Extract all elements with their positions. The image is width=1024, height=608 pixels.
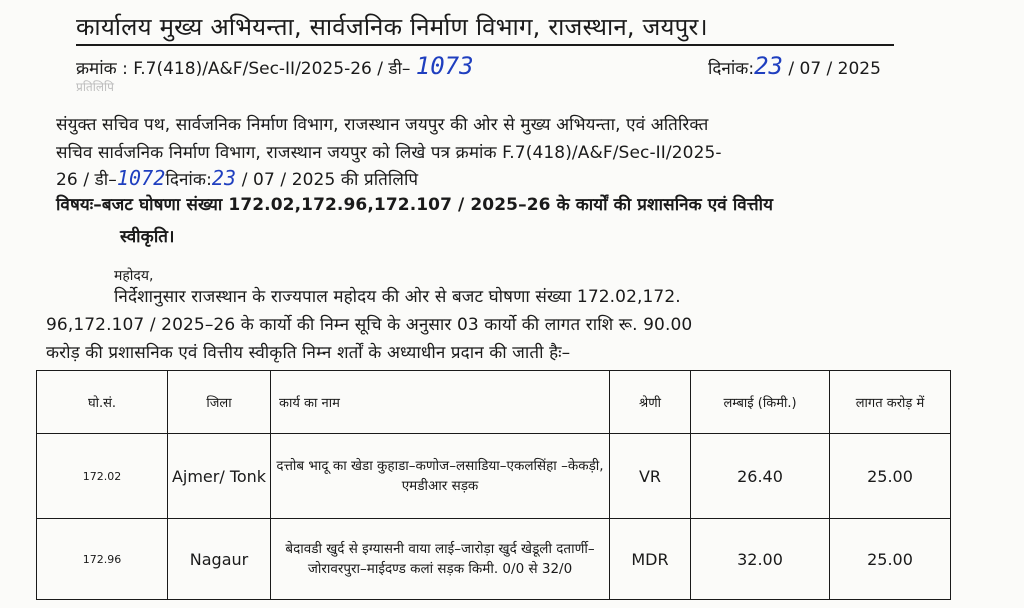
- reference-number: [76, 52, 474, 80]
- title-underline: [76, 44, 894, 46]
- body-line-2: 96,172.107 / 2025–26 के कार्यो की निम्न सूचि के अनुसार 03 कार्यो की लागत राशि रू. 90.00: [46, 315, 693, 335]
- cell-work-name: दत्तोब भादू का खेडा कुहाडा–कणोज–लसाडिया–एकलसिंहा –केकड़ी, एमडीआर सड़क: [271, 434, 610, 519]
- table-row: [37, 519, 951, 600]
- table-header-row: [37, 371, 951, 434]
- cell-cost: 25.00: [830, 519, 951, 600]
- body-line-3: करोड़ की प्रशासनिक एवं वित्तीय स्वीकृति निम्न शर्तों के अध्याधीन प्रदान की जाती हैः–: [46, 343, 571, 363]
- header-cost: लागत करोड़ में: [830, 371, 951, 434]
- header-district: जिला: [168, 371, 271, 434]
- date-month-year: / 07 / 2025: [788, 59, 881, 79]
- cell-category: MDR: [610, 519, 691, 600]
- copy-note-date-label: दिनांक:: [165, 170, 212, 190]
- cell-district: Nagaur: [168, 519, 271, 600]
- subject-line-2: स्वीकृति।: [120, 227, 175, 247]
- date-label: दिनांक:: [708, 59, 755, 79]
- letter-date: [708, 52, 881, 80]
- cell-work-name: बेदावडी खुर्द से इग्यासनी वाया लाई–जारोड़ा खुर्द खेडूली दतार्णी–जोरावरपुरा–माईदण्ड कलां सड़क किमी. 0/0 से 32/0: [271, 519, 610, 600]
- header-work-name: कार्य का नाम: [271, 371, 610, 434]
- cell-district: Ajmer/ Tonk: [168, 434, 271, 519]
- copy-note-prefix: 26 / डी–: [56, 170, 117, 190]
- reference-prefix: क्रमांक : F.7(418)/A&F/Sec-II/2025-26 / डी–: [76, 59, 411, 79]
- copy-note-line-2: सचिव सार्वजनिक निर्माण विभाग, राजस्थान जयपुर को लिखे पत्र क्रमांक F.7(418)/A&F/Sec-II/2025-: [56, 143, 722, 163]
- faint-bleed-text: प्रतिलिपि: [76, 80, 114, 94]
- office-title: कार्यालय मुख्य अभियन्ता, सार्वजनिक निर्माण विभाग, राजस्थान, जयपुर।: [76, 13, 708, 41]
- works-table: [36, 370, 951, 600]
- cell-length: 26.40: [691, 434, 830, 519]
- copy-note-handwritten-number: 1072: [116, 166, 166, 190]
- cell-category: VR: [610, 434, 691, 519]
- copy-note-line-3: [56, 166, 418, 190]
- header-category: श्रेणी: [610, 371, 691, 434]
- cell-length: 32.00: [691, 519, 830, 600]
- salutation: महोदय,: [114, 268, 154, 284]
- body-line-1: निर्देशानुसार राजस्थान के राज्यपाल महोदय की ओर से बजट घोषणा संख्या 172.02,172.: [114, 287, 681, 307]
- date-day-handwritten: 23: [754, 52, 783, 80]
- copy-note-date-rest: / 07 / 2025 की प्रतिलिपि: [241, 170, 419, 190]
- table-row: [37, 434, 951, 519]
- subject-line-1: विषयः–बजट घोषणा संख्या 172.02,172.96,172.107 / 2025–26 के कार्यों की प्रशासनिक एवं वित्तीय: [56, 195, 774, 215]
- header-length: लम्बाई (किमी.): [691, 371, 830, 434]
- cell-cost: 25.00: [830, 434, 951, 519]
- copy-note-handwritten-day: 23: [211, 166, 237, 190]
- cell-ghos: 172.96: [37, 519, 168, 600]
- copy-note-line-1: संयुक्त सचिव पथ, सार्वजनिक निर्माण विभाग, राजस्थान जयपुर की ओर से मुख्य अभियन्ता, एवं अतिरिक्त: [56, 115, 709, 135]
- cell-ghos: 172.02: [37, 434, 168, 519]
- reference-handwritten-number: 1073: [415, 52, 474, 80]
- header-ghos: घो.सं.: [37, 371, 168, 434]
